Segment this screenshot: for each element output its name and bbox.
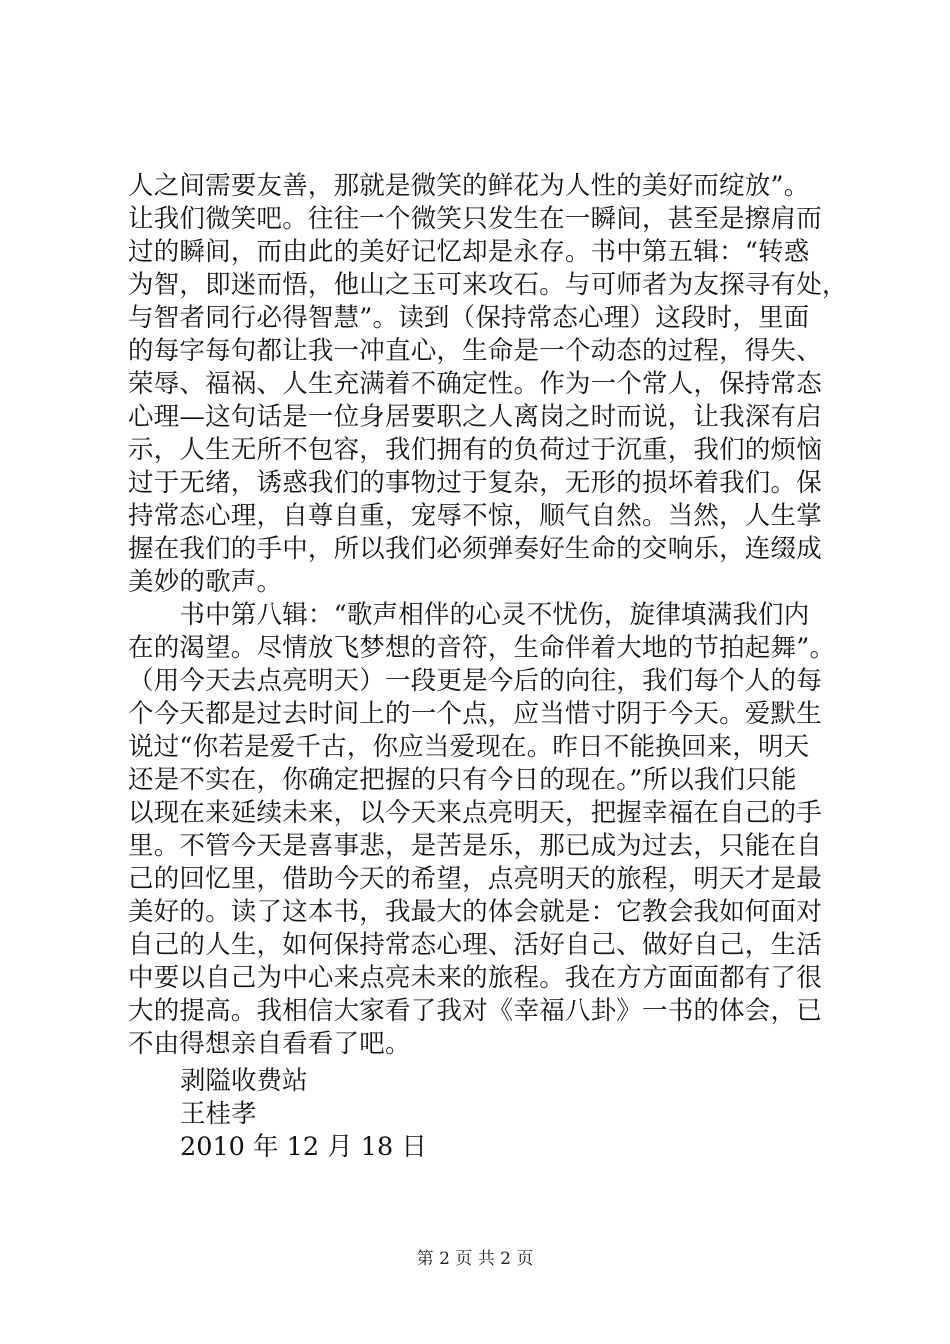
text-line: 握在我们的手中，所以我们必须弹奏好生命的交响乐，连缀成 <box>128 534 822 564</box>
text-line: 大的提高。我相信大家看了我对《幸福八卦》一书的体会，已 <box>128 996 822 1026</box>
text-line: 荣辱、福祸、人生充满着不确定性。作为一个常人，保持常态 <box>128 369 822 399</box>
signature-date: 2010 年 12 月 18 日 <box>180 1132 427 1162</box>
text-line: 书中第八辑：“歌声相伴的心灵不忧伤，旋律填满我们内 <box>128 600 810 630</box>
page-footer: 第 2 页 共 2 页 <box>416 1249 534 1269</box>
signature-name: 王桂孝 <box>180 1099 257 1129</box>
text-line: 过于无绪，诱惑我们的事物过于复杂，无形的损坏着我们。保 <box>128 468 822 498</box>
signature-org: 剥隘收费站 <box>180 1066 308 1096</box>
text-line: 个今天都是过去时间上的一个点，应当惜寸阴于今天。爱默生 <box>128 699 822 729</box>
text-line: （用今天去点亮明天）一段更是今后的向往，我们每个人的每 <box>128 666 822 696</box>
text-line: 美妙的歌声。 <box>128 567 283 597</box>
text-line: 的每字每句都让我一冲直心，生命是一个动态的过程，得失、 <box>128 336 822 366</box>
text-line: 以现在来延续未来，以今天来点亮明天，把握幸福在自己的手 <box>128 798 822 828</box>
text-line: 与智者同行必得智慧”。读到（保持常态心理）这段时，里面 <box>128 303 810 333</box>
text-line: 持常态心理，自尊自重，宠辱不惊，顺气自然。当然，人生掌 <box>128 501 822 531</box>
text-line: 己的回忆里，借助今天的希望，点亮明天的旅程，明天才是最 <box>128 864 822 894</box>
text-line: 里。不管今天是喜事悲，是苦是乐，那已成为过去，只能在自 <box>128 831 822 861</box>
text-line: 为智，即迷而悟，他山之玉可来攻石。与可师者为友探寻有处， <box>128 270 848 300</box>
text-line: 还是不实在，你确定把握的只有今日的现在。”所以我们只能 <box>128 765 797 795</box>
text-line: 人之间需要友善，那就是微笑的鲜花为人性的美好而绽放”。 <box>128 171 810 201</box>
text-line: 心理—这句话是一位身居要职之人离岗之时而说，让我深有启 <box>128 402 822 432</box>
text-line: 自己的人生，如何保持常态心理、活好自己、做好自己，生活 <box>128 930 822 960</box>
text-line: 在的渴望。尽情放飞梦想的音符，生命伴着大地的节拍起舞”。 <box>128 633 836 663</box>
text-line: 过的瞬间，而由此的美好记忆却是永存。书中第五辑：“转惑 <box>128 237 810 267</box>
text-line: 不由得想亲自看看了吧。 <box>128 1029 411 1059</box>
text-line: 美好的。读了这本书，我最大的体会就是：它教会我如何面对 <box>128 897 822 927</box>
text-line: 让我们微笑吧。往往一个微笑只发生在一瞬间，甚至是擦肩而 <box>128 204 822 234</box>
text-line: 说过“你若是爱千古，你应当爱现在。昨日不能换回来，明天 <box>128 732 810 762</box>
text-line: 中要以自己为中心来点亮未来的旅程。我在方方面面都有了很 <box>128 963 822 993</box>
text-line: 示，人生无所不包容，我们拥有的负荷过于沉重，我们的烦恼 <box>128 435 822 465</box>
